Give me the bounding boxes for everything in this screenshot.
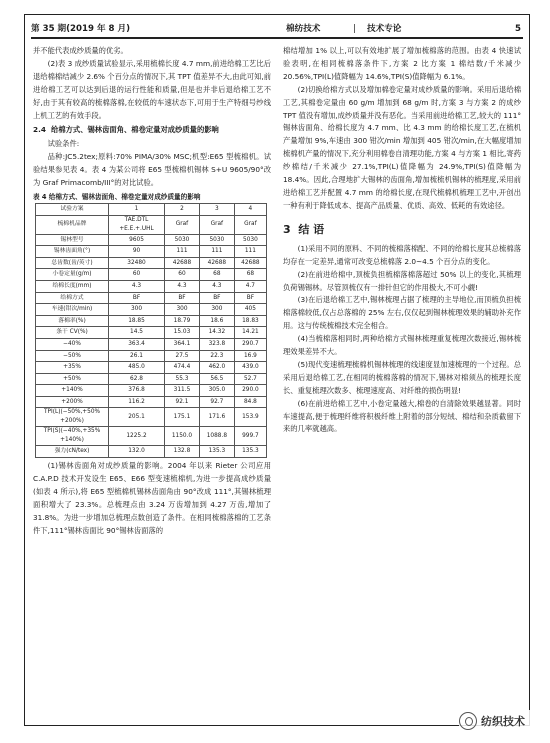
table-cell: 18.79 [165, 315, 200, 327]
table-cell: 14.21 [234, 327, 266, 339]
table-cell: 15.03 [165, 327, 200, 339]
section-heading-3 [283, 223, 521, 237]
column-name: 技术专论 [367, 24, 402, 34]
table-cell: 111 [199, 246, 234, 258]
table-cell: Graf [234, 215, 266, 234]
table-row-label: +140% [36, 385, 109, 397]
table-cell: 132.0 [109, 446, 165, 458]
table-row [36, 269, 267, 281]
table-cell: Graf [199, 215, 234, 234]
table-row-label: 锡林型号 [36, 234, 109, 246]
table-cell: 305.0 [199, 385, 234, 397]
table-cell: 1088.8 [199, 427, 234, 446]
table-cell: 1150.0 [165, 427, 200, 446]
data-table-4 [35, 203, 267, 458]
paragraph: 品种:JC5.2tex;原料:70% PIMA/30% MSC;机型:E65 型梳棉机。试验结果参见表 4。表 4 为某公司将 E65 型梳棉机锡林 S+U 9605/90°改为 Graf Primacomb/III°的对比试验。 [33, 152, 271, 188]
table-cell: 5030 [199, 234, 234, 246]
table-row-label: 锡林齿面角(°) [36, 246, 109, 258]
table-row-label: +200% [36, 396, 109, 408]
wechat-watermark [459, 710, 545, 734]
table-cell: 311.5 [165, 385, 200, 397]
table-cell: 405 [234, 304, 266, 316]
table-header-row [36, 203, 267, 215]
section-title: 给棉方式、锡林齿面角、棉卷定量对成纱质量的影响 [51, 125, 219, 135]
table-cell: 116.2 [109, 396, 165, 408]
paragraph: 试验条件: [47, 139, 80, 149]
table-cell: 999.7 [234, 427, 266, 446]
table-header-label: 试验方案 [36, 203, 109, 215]
table-row [36, 215, 267, 234]
journal-name: 棉纺技术 [286, 24, 321, 34]
table-cell: 111 [165, 246, 200, 258]
paragraph: 并不能代表成纱质量的优劣。 [33, 46, 128, 55]
table-cell: BF [199, 292, 234, 304]
table-cell: TAE.DTL +E.E.+.UHL [109, 215, 165, 234]
table-cell: 171.6 [199, 408, 234, 427]
conclusion-item: (4)当梳棉落相同时,两种给棉方式锡林梳理重复梳理次数接近,锡林梳理效果差异不大。 [283, 334, 521, 357]
table-cell: 68 [199, 269, 234, 281]
table-cell: 32480 [109, 257, 165, 269]
table-row-label: 条干 CV(%) [36, 327, 109, 339]
watermark-text: 纺织技术 [481, 715, 525, 728]
table-cell: 56.5 [199, 373, 234, 385]
right-column [283, 45, 521, 436]
table-cell: 439.0 [234, 362, 266, 374]
table-cell: 42688 [234, 257, 266, 269]
table-row-label: TPI(S)(−40%,+35% +140%) [36, 427, 109, 446]
table-cell: 84.8 [234, 396, 266, 408]
table-cell: 290.0 [234, 385, 266, 397]
paragraph: (2)表 3 成纱质量试验显示,采用梳棉长度 4.7 mm,前进给棉工艺比后退给棉棉结减少 2.6% 个百分点的情况下,其 TPT 值差异不大,由此可知,前进给棉工艺可以达到后退的运行性能和质量,但是也并非后退给棉工艺不好,由于其有较高的梳棉落棉,在较低的车速状态下,可用于生产特细号纱线上机工艺的有效手段。 [33, 58, 271, 120]
table-cell: 60 [109, 269, 165, 281]
table-cell: 462.0 [199, 362, 234, 374]
table-row [36, 350, 267, 362]
table-cell: 364.1 [165, 338, 200, 350]
table-cell: 474.4 [165, 362, 200, 374]
table-cell: 323.8 [199, 338, 234, 350]
table-row [36, 446, 267, 458]
table-cell: 205.1 [109, 408, 165, 427]
table-row-label: −50% [36, 350, 109, 362]
section-heading-2-4 [33, 124, 271, 137]
table-cell: 16.9 [234, 350, 266, 362]
table-cell: 90 [109, 246, 165, 258]
table-row [36, 315, 267, 327]
conclusion-item: (5)现代变速梳理梳棉机锡林梳理的线速度显加速梳理的一个过程。总采用后退给棉工艺,在相同的梳棉落棉的情况下,锡林对棉须丛的梳理长度长、重复梳理次数多、梳理速度高、对纤维的损伤明显! [283, 359, 521, 395]
running-header [31, 21, 523, 39]
table-cell: 300 [199, 304, 234, 316]
table-cell: 4.3 [199, 280, 234, 292]
table-row [36, 385, 267, 397]
table-cell: 5030 [234, 234, 266, 246]
table-row [36, 327, 267, 339]
table-row-label: TPI(L)(−50%,+50% +200%) [36, 408, 109, 427]
table-cell: 42688 [199, 257, 234, 269]
paragraph: (2)切换给棉方式以及增加棉卷定量对成纱质量的影响。采用后退给棉工艺,其棉卷定量由 60 g/m 增加到 68 g/m 时,方案 3 与方案 2 的成纱 TPT 值没有增加,成纱质量并没有恶化。当采用前进给棉工艺,较大的 111°锡林齿面角、给棉长度为 4.7 mm、比 4.3 mm 的给棉长度工艺,在梳机产量增加 9%,车速由 300 钳次/min 增加到 405 钳次/min,在大幅度增加梳棉机产量的情况下,充分利用棉卷自清理功能,方案 4 与方案 1 相比,寄药纱棉结/千米减少 27.1%,TPI(L)值降幅为 24.9%,TPI(S)值降幅为 18.4%。因此,合理地扩大锡林的齿面角,增加梳梳机锡林的梳理度,采用前进给棉工艺并配置 4.7 mm 的给棉长度,在现代梳棉机梳理工艺中,开创出一种有利于降低成本、提高产品质量、优质、高效、低耗的有效途径。 [283, 84, 521, 210]
table-cell: 52.7 [234, 373, 266, 385]
paragraph: 棉结增加 1% 以上,可以有效地扩展了增加梳棉落的范围。由表 4 快速试验表明,在相同梳棉落条件下,方案 2 比方案 1 棉结数/千米减少 20.56%,TPI(L)值降幅为 14.6%,TPI(S)值降幅为 6.1%。 [283, 46, 521, 81]
left-column [33, 45, 271, 538]
table-cell: 18.6 [199, 315, 234, 327]
table-cell: BF [234, 292, 266, 304]
table-row-label: +50% [36, 373, 109, 385]
table-row [36, 396, 267, 408]
table-cell: 300 [165, 304, 200, 316]
table-row [36, 338, 267, 350]
table-row [36, 427, 267, 446]
table-cell: 376.8 [109, 385, 165, 397]
table-cell: 18.83 [234, 315, 266, 327]
table-row-label: 强力(cN/tex) [36, 446, 109, 458]
conclusion-item: (3)在后退给棉工艺中,锡林梳理占据了梳理的主导地位,而顶梳负担梳棉落棉较低,仅占总落棉的 25% 左右,仅仅起到锡林梳理效果的辅助补充作用。这与传统梳棉技术完全相合。 [283, 295, 521, 331]
table-row-label: 给棉长度(mm) [36, 280, 109, 292]
conclusion-item: (1)采用不同的原料、不同的梳棉落棉配、不同的给棉长度其总梳棉落均存在一定差异,通常可改变总梳棉落 2.0~4.5 个百分点的变化。 [283, 243, 521, 266]
table-cell: 135.3 [199, 446, 234, 458]
table-row [36, 292, 267, 304]
table-row-label: 小卷定量(g/m) [36, 269, 109, 281]
section-number: 2.4 [33, 125, 46, 135]
table-cell: 9605 [109, 234, 165, 246]
table-cell: 4.7 [234, 280, 266, 292]
table-cell: 18.85 [109, 315, 165, 327]
table-row-label: 总齿数(齿/英寸) [36, 257, 109, 269]
table-header-cell: 1 [109, 203, 165, 215]
table-cell: 175.1 [165, 408, 200, 427]
section-number: 3 [283, 222, 291, 236]
table-row [36, 280, 267, 292]
table-cell: 4.3 [165, 280, 200, 292]
table-row [36, 373, 267, 385]
table-cell: 290.7 [234, 338, 266, 350]
table-header-cell: 2 [165, 203, 200, 215]
table-header-cell: 4 [234, 203, 266, 215]
journal-page [24, 14, 530, 726]
table-cell: 42688 [165, 257, 200, 269]
table-cell: 26.1 [109, 350, 165, 362]
table-cell: 14.32 [199, 327, 234, 339]
table-cell: 132.8 [165, 446, 200, 458]
table-cell: 62.8 [109, 373, 165, 385]
wechat-icon [459, 712, 477, 730]
table-row-label: −40% [36, 338, 109, 350]
table-row [36, 304, 267, 316]
table-row [36, 257, 267, 269]
paragraph: (1)锡林齿面角对成纱质量的影响。2004 年以来 Rieter 公司应用 C.A.P.D 技术开发设生 E65、E66 型变速梳棉机,为进一步提高成纱质量(如表 4 所示),将 E65 型梳棉机锡林齿面角由 90°改成 111°,其锡林梳理面积增大了 23.3%。总梳理点由 3.24 万齿增加到 4.27 万齿,增加了 31.8%。为进一步增加总梳理点数创造了条件。在相同梳棉落棉的工艺条件下,111°锡林齿面比 90°锡林齿面落的 [33, 461, 271, 535]
table-cell: 4.3 [109, 280, 165, 292]
table-row-label: 车速(钳次/min) [36, 304, 109, 316]
table-cell: 92.1 [165, 396, 200, 408]
header-separator: | [353, 24, 356, 34]
table-row-label: 梳棉机品牌 [36, 215, 109, 234]
conclusion-item: (2)在前进给棉中,顶梳负担梳棉落棉落超过 50% 以上的变化,其梳理负荷锡锡林。尽管顶梳仅有一排针但它的作用极大,不可小觑! [283, 269, 521, 292]
table-cell: 363.4 [109, 338, 165, 350]
page-number: 5 [515, 24, 521, 34]
table-cell: 14.5 [109, 327, 165, 339]
issue-label: 第 35 期(2019 年 8 月) [31, 24, 131, 34]
table-row [36, 362, 267, 374]
table-row-label: 给棉方式 [36, 292, 109, 304]
table-cell: Graf [165, 215, 200, 234]
table-cell: 153.9 [234, 408, 266, 427]
section-title: 结 语 [298, 222, 325, 236]
table-caption: 表 4 给棉方式、锡林齿面角、棉卷定量对成纱质量的影响 [33, 192, 201, 201]
table-cell: 135.3 [234, 446, 266, 458]
table-row-label: 落棉率(%) [36, 315, 109, 327]
table-cell: 22.3 [199, 350, 234, 362]
table-cell: 300 [109, 304, 165, 316]
table-cell: 92.7 [199, 396, 234, 408]
table-row-label: +35% [36, 362, 109, 374]
table-cell: 27.5 [165, 350, 200, 362]
table-cell: 5030 [165, 234, 200, 246]
table-header-cell: 3 [199, 203, 234, 215]
table-cell: 55.3 [165, 373, 200, 385]
table-cell: BF [109, 292, 165, 304]
table-row [36, 234, 267, 246]
table-cell: 485.0 [109, 362, 165, 374]
table-row [36, 246, 267, 258]
table-cell: 1225.2 [109, 427, 165, 446]
table-cell: 60 [165, 269, 200, 281]
table-cell: BF [165, 292, 200, 304]
table-cell: 68 [234, 269, 266, 281]
table-row [36, 408, 267, 427]
table-cell: 111 [234, 246, 266, 258]
conclusion-item: (6)在前进给棉工艺中,小卷定量越大,棉卷的自清除效果越显著。同时车速提高,便于梳理纤维将积极纤维上附着的部分短绒、棉结和杂质截留下来的几率就越高。 [283, 398, 521, 434]
